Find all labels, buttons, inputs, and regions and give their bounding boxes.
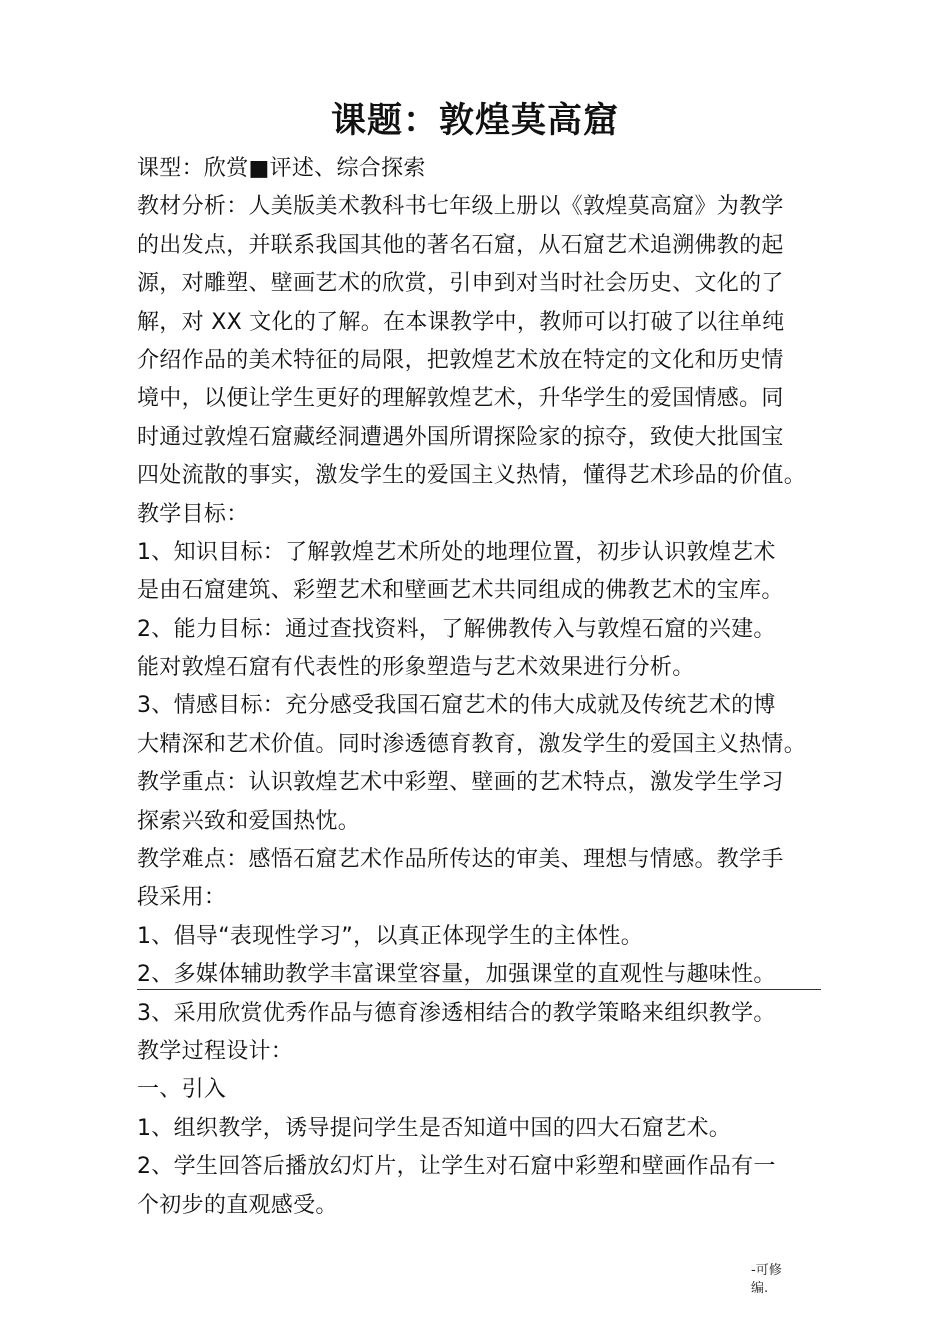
text-line: 3、情感目标：充分感受我国石窟艺术的伟大成就及传统艺术的博	[137, 693, 776, 719]
section-heading: 教学目标：	[137, 501, 249, 527]
text-line: 解，对 XX 文化的了解。在本课教学中，教师可以打破了以往单纯	[137, 309, 785, 335]
page-title: 课题：敦煌莫高窟	[330, 101, 619, 141]
text-line: 探索兴致和爱国热忱。	[137, 808, 361, 834]
footer-line: -可修	[751, 1263, 782, 1278]
text-line: 3、采用欣赏优秀作品与德育渗透相结合的教学策略来组织教学。	[137, 1000, 776, 1026]
text-line: 2、能力目标：通过查找资料，了解佛教传入与敦煌石窟的兴建。	[137, 616, 776, 642]
text-line: 段采用：	[137, 885, 227, 911]
text-line: 1、倡导“表现性学习”，以真正体现学生的主体性。	[137, 923, 643, 949]
text-line: 能对敦煌石窟有代表性的形象塑造与艺术效果进行分析。	[137, 655, 695, 681]
horizontal-rule	[137, 989, 821, 990]
text-line: 的出发点，并联系我国其他的著名石窟，从石窟艺术追溯佛教的起	[137, 232, 784, 258]
section-heading: 一、引入	[137, 1077, 227, 1103]
text-line: 教学难点：感悟石窟艺术作品所传达的审美、理想与情感。教学手	[137, 847, 784, 873]
text-line: 个初步的直观感受。	[137, 1192, 338, 1218]
text-line: 课型：欣赏■评述、综合探索	[137, 156, 426, 181]
text-line: 是由石窟建筑、彩塑艺术和壁画艺术共同组成的佛教艺术的宝库。	[137, 578, 784, 604]
text-line: 大精深和艺术价值。同时渗透德育教育，激发学生的爱国主义热情。	[137, 731, 807, 757]
text-line: 介绍作品的美术特征的局限，把敦煌艺术放在特定的文化和历史情	[137, 347, 784, 373]
document-body	[137, 150, 837, 1225]
text-line: 1、组织教学，诱导提问学生是否知道中国的四大石窟艺术。	[137, 1115, 732, 1141]
text-line: 境中，以便让学生更好的理解敦煌艺术，升华学生的爱国情感。同	[137, 386, 784, 412]
text-line: 教材分析：人美版美术教科书七年级上册以《敦煌莫高窟》为教学	[137, 194, 784, 220]
text-line: 2、学生回答后播放幻灯片，让学生对石窟中彩塑和壁画作品有一	[137, 1154, 776, 1180]
text-line: 2、多媒体辅助教学丰富课堂容量，加强课堂的直观性与趣味性。	[137, 962, 776, 988]
text-line: 时通过敦煌石窟藏经洞遭遇外国所谓探险家的掠夺，致使大批国宝	[137, 424, 784, 450]
text-line: 教学重点：认识敦煌艺术中彩塑、壁画的艺术特点，激发学生学习	[137, 770, 784, 796]
text-line: 四处流散的事实，激发学生的爱国主义热情，懂得艺术珍品的价值。	[137, 463, 807, 489]
footer-line: 编.	[751, 1281, 769, 1296]
text-line: 1、知识目标：了解敦煌艺术所处的地理位置，初步认识敦煌艺术	[137, 539, 776, 565]
page-footer	[751, 1262, 782, 1298]
section-heading: 教学过程设计：	[137, 1038, 294, 1064]
text-line: 源，对雕塑、壁画艺术的欣赏，引申到对当时社会历史、文化的了	[137, 271, 784, 297]
